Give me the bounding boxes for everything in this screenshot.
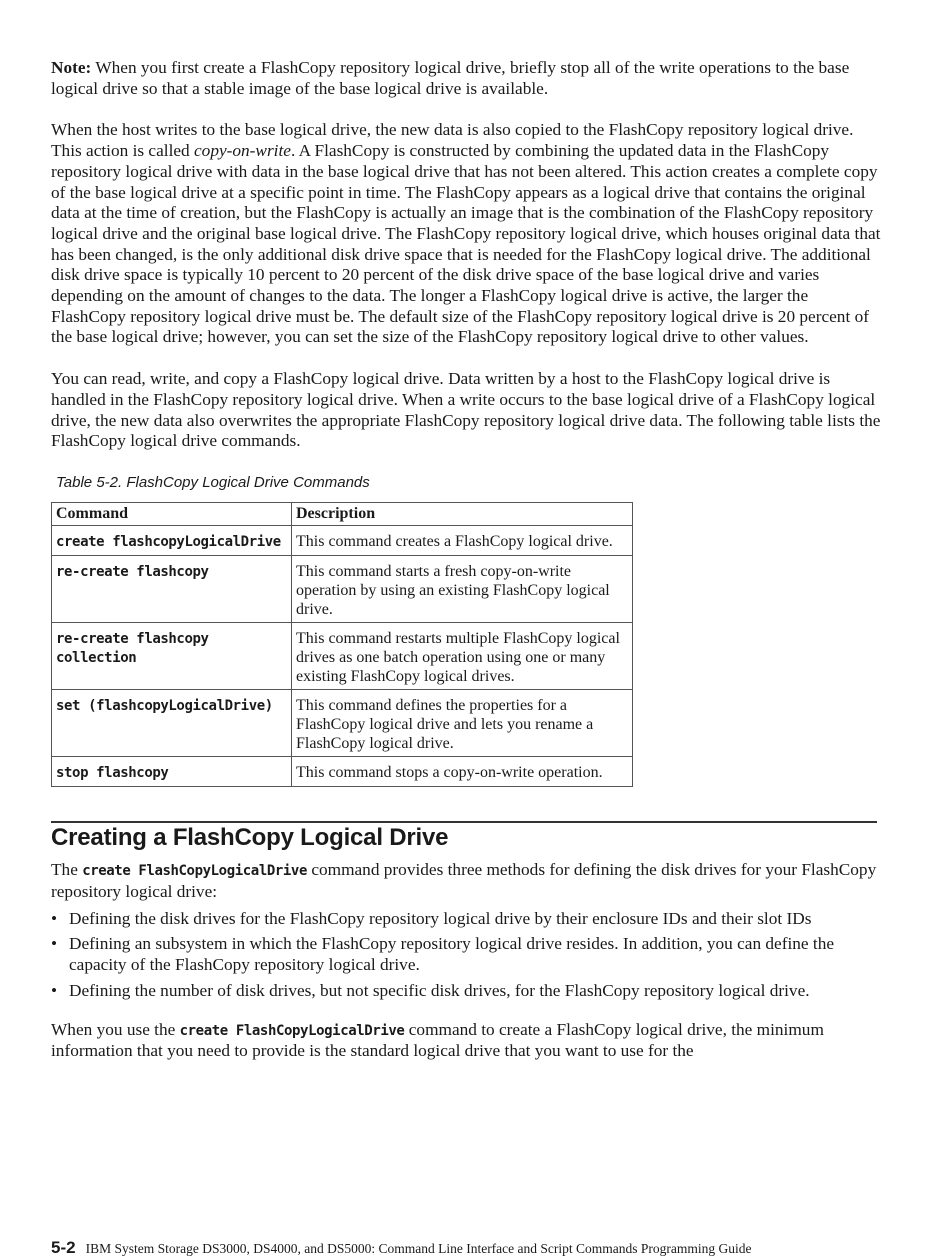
list-item	[51, 934, 881, 975]
table-row	[52, 689, 633, 756]
command-cell: re-create flashcopy collection	[52, 622, 292, 689]
section-heading: Creating a FlashCopy Logical Drive	[51, 823, 449, 851]
list-item	[51, 909, 881, 930]
list-item-text: Defining the disk drives for the FlashCopy repository logical drive by their enclosure IDs and their slot IDs	[69, 908, 812, 928]
flashcopy-commands-table	[51, 502, 633, 787]
read-write-paragraph: You can read, write, and copy a FlashCopy logical drive. Data written by a host to the FlashCopy logical drive is handled in the FlashCopy repository logical drive. When a write occurs to the base logical drive of a FlashCopy logical drive, the new data also overwrites the appropriate FlashCopy repository logical drive data. The following table lists the FlashCopy logical drive commands.	[51, 369, 881, 451]
section-divider	[51, 821, 877, 823]
para1-text-before: When the host writes to the base logical drive, the new data is also copied to the FlashCopy repository logical drive. This action is called	[51, 120, 854, 161]
table-header-row	[52, 502, 633, 525]
column-header-description: Description	[292, 502, 633, 525]
command-cell: re-create flashcopy	[52, 555, 292, 622]
page-footer	[51, 1238, 931, 1258]
description-cell: This command creates a FlashCopy logical drive.	[292, 525, 633, 555]
list-item	[51, 981, 881, 1002]
description-cell: This command starts a fresh copy-on-write operation by using an existing FlashCopy logical drive.	[292, 555, 633, 622]
description-cell: This command restarts multiple FlashCopy logical drives as one batch operation using one or many existing FlashCopy logical drives.	[292, 622, 633, 689]
table-row	[52, 756, 633, 786]
note-text: When you first create a FlashCopy repository logical drive, briefly stop all of the write operations to the base logical drive so that a stable image of the base logical drive is available.	[51, 58, 850, 98]
bullet-icon: •	[51, 934, 58, 954]
table-caption: Table 5-2. FlashCopy Logical Drive Commands	[56, 473, 370, 491]
methods-list	[51, 909, 881, 1002]
column-header-command: Command	[52, 502, 292, 525]
command-cell: stop flashcopy	[52, 756, 292, 786]
copy-on-write-paragraph	[51, 120, 881, 348]
document-page	[51, 58, 881, 1062]
command-cell: set (flashcopyLogicalDrive)	[52, 689, 292, 756]
intro-text-before: The	[51, 860, 83, 880]
list-item-text: Defining an subsystem in which the FlashCopy repository logical drive resides. In addition, you can define the capacity of the FlashCopy repository logical drive.	[69, 934, 835, 975]
closing-paragraph	[51, 1020, 881, 1062]
note-paragraph	[51, 58, 881, 99]
description-cell: This command defines the properties for a FlashCopy logical drive and lets you rename a FlashCopy logical drive.	[292, 689, 633, 756]
table-row	[52, 555, 633, 622]
section-intro	[51, 860, 881, 902]
closing-text-after: command to create a FlashCopy logical drive, the minimum information that you need to provide is the standard logical drive that you want to use for the	[51, 1019, 824, 1061]
list-item-text: Defining the number of disk drives, but not specific disk drives, for the FlashCopy repository logical drive.	[69, 980, 810, 1000]
page-number: 5-2	[51, 1238, 76, 1257]
bullet-icon: •	[51, 908, 58, 928]
command-name: create FlashCopyLogicalDrive	[82, 863, 307, 880]
table-row	[52, 622, 633, 689]
command-name: create FlashCopyLogicalDrive	[179, 1022, 405, 1039]
intro-text-after: command provides three methods for defining the disk drives for your FlashCopy repository logical drive:	[51, 860, 877, 902]
bullet-icon: •	[51, 980, 58, 1000]
closing-text-before: When you use the	[51, 1019, 180, 1039]
note-label: Note:	[51, 58, 92, 77]
table-row	[52, 525, 633, 555]
footer-title: IBM System Storage DS3000, DS4000, and DS5000: Command Line Interface and Script Commands Programming Guide	[85, 1241, 752, 1256]
description-cell: This command stops a copy-on-write operation.	[292, 756, 633, 786]
command-cell: create flashcopyLogicalDrive	[52, 525, 292, 555]
copy-on-write-term: copy-on-write	[194, 141, 291, 161]
para1-text-after: . A FlashCopy is constructed by combining the updated data in the FlashCopy repository logical drive with data in the base logical drive that has not been altered. This action creates a complete copy of the base logical drive at a specific point in time. The FlashCopy appears as a logical drive that contains the original data at the time of creation, but the FlashCopy is actually an image that is the combination of the FlashCopy repository logical drive and the original base logical drive. The FlashCopy repository logical drive, which houses original data that has been changed, is the only additional disk drive space that is needed for the FlashCopy logical drive. The additional disk drive space is typically 10 percent to 20 percent of the disk drive space of the base logical drive and varies depending on the amount of changes to the data. The longer a FlashCopy logical drive is active, the larger the FlashCopy repository logical drive must be. The default size of the FlashCopy repository logical drive is 20 percent of the base logical drive; however, you can set the size of the FlashCopy repository logical drive to other values.	[51, 141, 881, 347]
